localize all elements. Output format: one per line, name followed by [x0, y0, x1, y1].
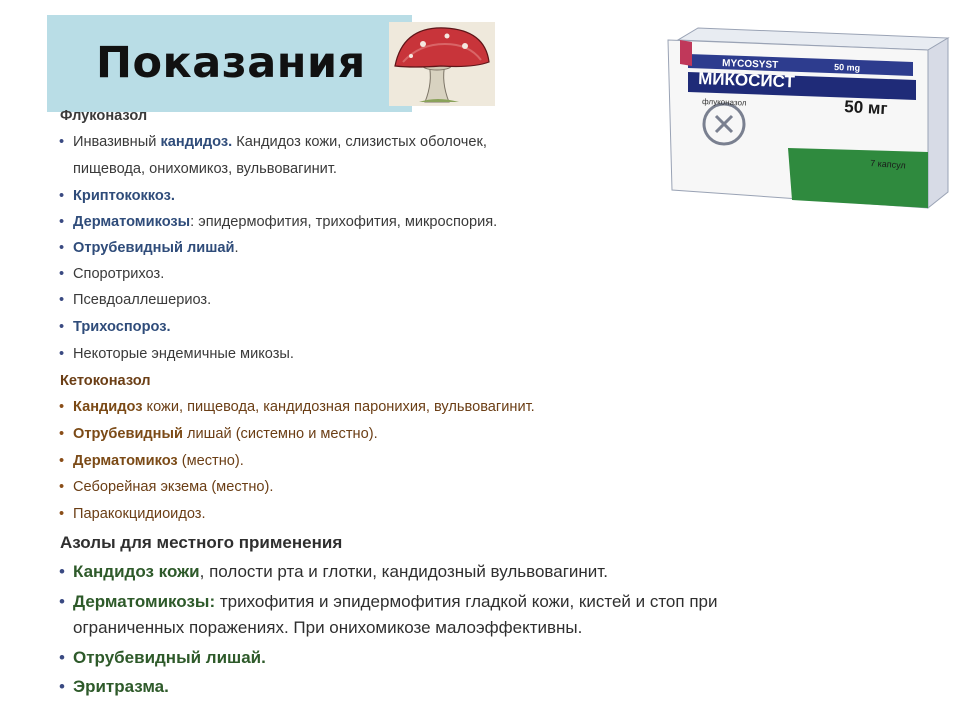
box-dose-label: 50 мг — [843, 97, 889, 119]
box-brand-label: МИКОСИСТ — [697, 69, 796, 92]
bullet-icon: • — [59, 292, 65, 308]
bullet-icon: • — [59, 648, 65, 667]
bullet-icon: • — [59, 240, 65, 256]
box-generic-label: флуконазол — [701, 97, 747, 108]
mushroom-image — [389, 22, 495, 106]
bullet-icon: • — [59, 479, 65, 495]
bullet-icon: • — [59, 188, 65, 204]
bullet-icon: • — [59, 399, 65, 415]
bullet-icon: • — [59, 134, 65, 150]
page-title: Показания — [96, 38, 366, 88]
box-latin-label: MYCOSYST — [721, 58, 779, 71]
bullet-icon: • — [59, 562, 65, 581]
bullet-icon: • — [59, 214, 65, 230]
bullet-icon: • — [59, 506, 65, 522]
section-heading: Флуконазол — [60, 108, 148, 124]
bullet-icon: • — [59, 319, 65, 335]
bullet-icon: • — [59, 266, 65, 282]
bullet-icon: • — [59, 677, 65, 696]
box-count-label: 7 капсул — [869, 158, 907, 171]
medicine-box-image — [658, 20, 958, 210]
box-latin-dose: 50 mg — [833, 62, 861, 73]
bullet-icon: • — [59, 346, 65, 362]
bullet-icon: • — [59, 426, 65, 442]
section-heading: Азолы для местного применения — [60, 533, 343, 552]
section-heading: Кетоконазол — [60, 373, 151, 389]
bullet-icon: • — [59, 592, 65, 611]
bullet-icon: • — [59, 453, 65, 469]
